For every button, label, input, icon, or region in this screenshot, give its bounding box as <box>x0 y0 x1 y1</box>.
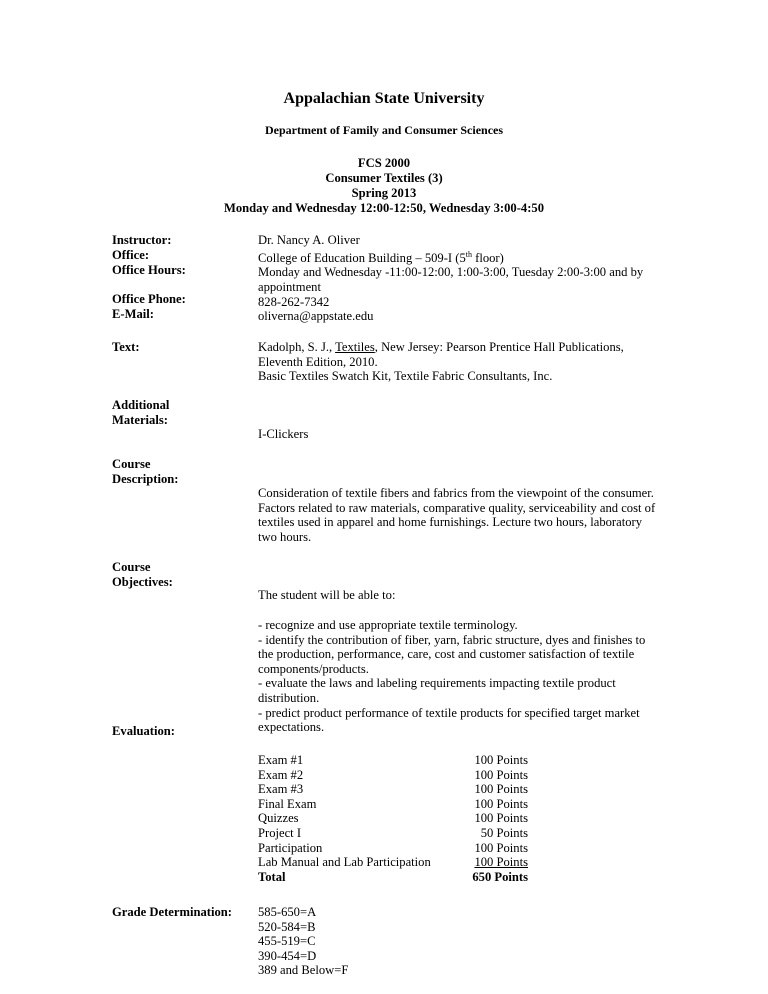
text-label: Text: <box>112 340 140 354</box>
course-name: Consumer Textiles (3) <box>325 171 443 185</box>
textbook-publisher: , New Jersey: Pearson Prentice Hall Publications, Eleventh Edition, 2010. <box>258 340 624 369</box>
evaluation-label: Evaluation: <box>112 724 175 738</box>
evaluation-row <box>258 797 658 812</box>
item-points: 100 Points <box>474 840 528 855</box>
text-value <box>258 340 658 384</box>
item-name: Exam #1 <box>258 753 304 767</box>
grades-list <box>258 905 658 978</box>
item-points: 50 Points <box>480 825 528 840</box>
department: Department of Family and Consumer Sciences <box>264 123 504 137</box>
textbook <box>258 340 658 369</box>
course-code: FCS 2000 <box>357 156 411 170</box>
grade-item: 585-650=A <box>258 905 317 919</box>
objective-item: - recognize and use appropriate textile terminology. <box>258 618 518 632</box>
textbook-author: Kadolph, S. J., <box>258 340 336 354</box>
grade-item: 389 and Below=F <box>258 963 349 978</box>
office-value <box>258 248 658 266</box>
description-label-1: Course <box>112 457 151 471</box>
item-name: Lab Manual and Lab Participation <box>258 855 431 870</box>
description-label <box>112 457 178 486</box>
description-value: Consideration of textile fibers and fabrics from the viewpoint of the consumer. Factors related to raw materials, comparative quality, serviceability and cost of textiles used in apparel and home furnishings. Lecture two hours, laboratory two hours. <box>258 486 656 544</box>
office-sup: th <box>465 249 472 259</box>
hours-label: Office Hours: <box>112 263 186 277</box>
objective-item: - predict product performance of textile products for specified target market expectations. <box>258 705 640 735</box>
objectives-label <box>112 560 173 589</box>
materials-label <box>112 398 169 427</box>
swatch-kit: Basic Textiles Swatch Kit, Textile Fabric Consultants, Inc. <box>258 369 553 384</box>
grade-item: 520-584=B <box>258 919 316 934</box>
item-name: Participation <box>258 840 323 855</box>
instructor-label: Instructor: <box>112 233 172 247</box>
objective-item: - identify the contribution of fiber, yarn, fabric structure, dyes and finishes to the production, performance, care, cost and customer satisfaction of textile components/products. <box>258 632 646 676</box>
item-name: Quizzes <box>258 811 299 826</box>
objective-item: - evaluate the laws and labeling requirements impacting textile product distribution. <box>258 676 616 705</box>
evaluation-row <box>258 811 658 826</box>
description-label-2: Description: <box>112 471 179 486</box>
materials-value: I-Clickers <box>258 427 309 441</box>
office-label: Office: <box>112 248 150 262</box>
evaluation-row <box>258 782 658 797</box>
schedule: Monday and Wednesday 12:00-12:50, Wednesday 3:00-4:50 <box>223 201 544 215</box>
item-points: 100 Points <box>474 796 528 811</box>
objectives-intro: The student will be able to: <box>258 588 396 602</box>
office-text: College of Education Building – 509-I (5 <box>258 250 466 265</box>
instructor-name: Dr. Nancy A. Oliver <box>258 233 360 247</box>
phone-value: 828-262-7342 <box>258 294 330 309</box>
item-points: 100 Points <box>474 782 528 797</box>
evaluation-table <box>258 753 658 884</box>
evaluation-row <box>258 841 658 856</box>
email-value: oliverna@appstate.edu <box>258 309 374 324</box>
item-name: Final Exam <box>258 796 317 811</box>
objectives-label-2: Objectives: <box>112 574 173 589</box>
evaluation-row <box>258 855 658 870</box>
evaluation-total-row <box>258 870 658 885</box>
materials-label-2: Materials: <box>112 412 168 427</box>
evaluation-row <box>258 826 658 841</box>
phone-label: Office Phone: <box>112 292 186 306</box>
total-label: Total <box>258 869 286 884</box>
grades-label: Grade Determination: <box>112 905 232 919</box>
term: Spring 2013 <box>351 186 417 200</box>
item-points: 100 Points <box>474 855 528 870</box>
evaluation-row <box>258 753 658 768</box>
contact-values <box>258 233 658 324</box>
item-name: Exam #2 <box>258 767 304 782</box>
objectives-list <box>258 618 658 735</box>
grade-item: 390-454=D <box>258 948 317 963</box>
item-points: 100 Points <box>474 753 528 767</box>
total-points: 650 Points <box>472 869 528 884</box>
email-label: E-Mail: <box>112 307 154 321</box>
evaluation-row <box>258 768 658 783</box>
item-name: Project I <box>258 825 302 840</box>
item-name: Exam #3 <box>258 782 304 797</box>
university-title: Appalachian State University <box>283 90 485 107</box>
textbook-title: Textiles <box>335 340 375 354</box>
item-points: 100 Points <box>474 767 528 782</box>
office-text-end: floor) <box>472 250 504 265</box>
hours-value: Monday and Wednesday -11:00-12:00, 1:00-3:00, Tuesday 2:00-3:00 and by appointment <box>258 265 644 294</box>
objectives-label-1: Course <box>112 560 151 574</box>
materials-label-1: Additional <box>112 398 170 412</box>
item-points: 100 Points <box>474 811 528 826</box>
grade-item: 455-519=C <box>258 934 316 949</box>
